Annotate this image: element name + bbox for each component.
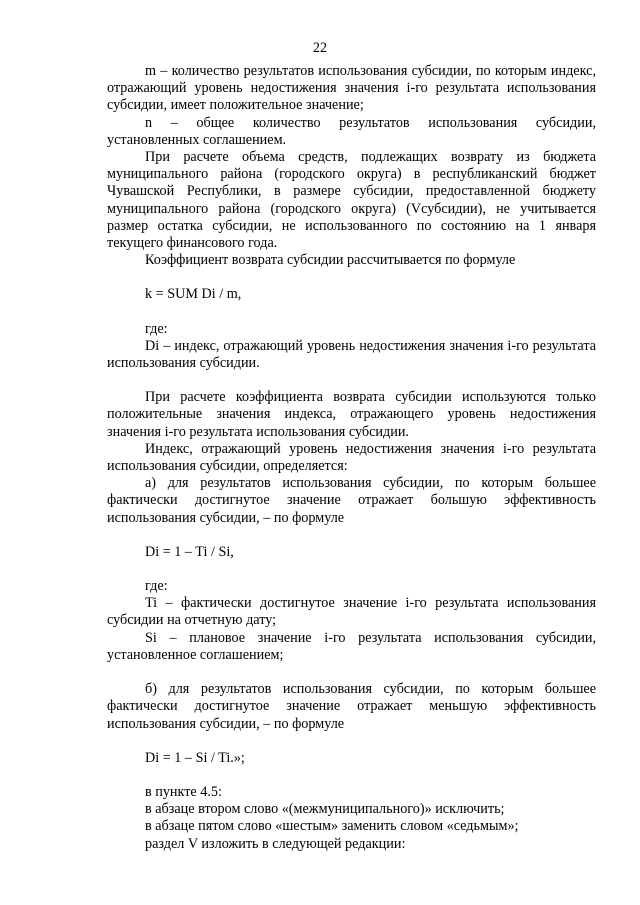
paragraph: Di – индекс, отражающий уровень недостижения значения i-го результата использования субсидии.	[107, 337, 596, 372]
paragraph: в абзаце пятом слово «шестым» заменить словом «седьмым»;	[145, 818, 519, 835]
page-number: 22	[312, 40, 328, 56]
paragraph: а) для результатов использования субсидии, по которым большее фактически достигнутое значение отражает большую эффективность использования субсидии, – по формуле	[107, 475, 596, 526]
formula: Di = 1 – Si / Ti.»;	[145, 749, 245, 766]
paragraph: Индекс, отражающий уровень недостижения значения i-го результата использования субсидии, определяется:	[107, 440, 596, 475]
paragraph: m – количество результатов использования субсидии, по которым индекс, отражающий уровень недостижения значения i-го результата использования субсидии, имеет положительное значение;	[107, 63, 596, 114]
paragraph: где:	[145, 578, 168, 595]
formula: Di = 1 – Ti / Si,	[145, 543, 234, 560]
paragraph: При расчете объема средств, подлежащих возврату из бюджета муниципального района (городского округа) в республиканский бюджет Чувашской Республики, в размере субсидии, предоставленной бюджету муниципального района (городского округа) (Vсубсидии), не учитывается размер остатка субсидии, не использованного по состоянию на 1 января текущего финансового года.	[107, 149, 596, 252]
paragraph: Коэффициент возврата субсидии рассчитывается по формуле	[145, 252, 516, 269]
paragraph: в абзаце втором слово «(межмуниципального)» исключить;	[145, 801, 505, 818]
paragraph: б) для результатов использования субсидии, по которым большее фактически достигнутое значение отражает меньшую эффективность использования субсидии, – по формуле	[107, 681, 596, 732]
paragraph: раздел V изложить в следующей редакции:	[145, 835, 406, 852]
formula: k = SUM Di / m,	[145, 286, 242, 303]
paragraph: n – общее количество результатов использования субсидии, установленных соглашением.	[107, 114, 596, 148]
paragraph: Si – плановое значение i-го результата использования субсидии, установленное соглашением;	[107, 629, 596, 663]
document-body	[107, 63, 596, 853]
paragraph: При расчете коэффициента возврата субсидии используются только положительные значения индекса, отражающего уровень недостижения значения i-го результата использования субсидии.	[107, 389, 596, 440]
paragraph: в пункте 4.5:	[145, 783, 222, 800]
paragraph: Ti – фактически достигнутое значение i-го результата использования субсидии на отчетную дату;	[107, 595, 596, 629]
paragraph: где:	[145, 320, 168, 337]
